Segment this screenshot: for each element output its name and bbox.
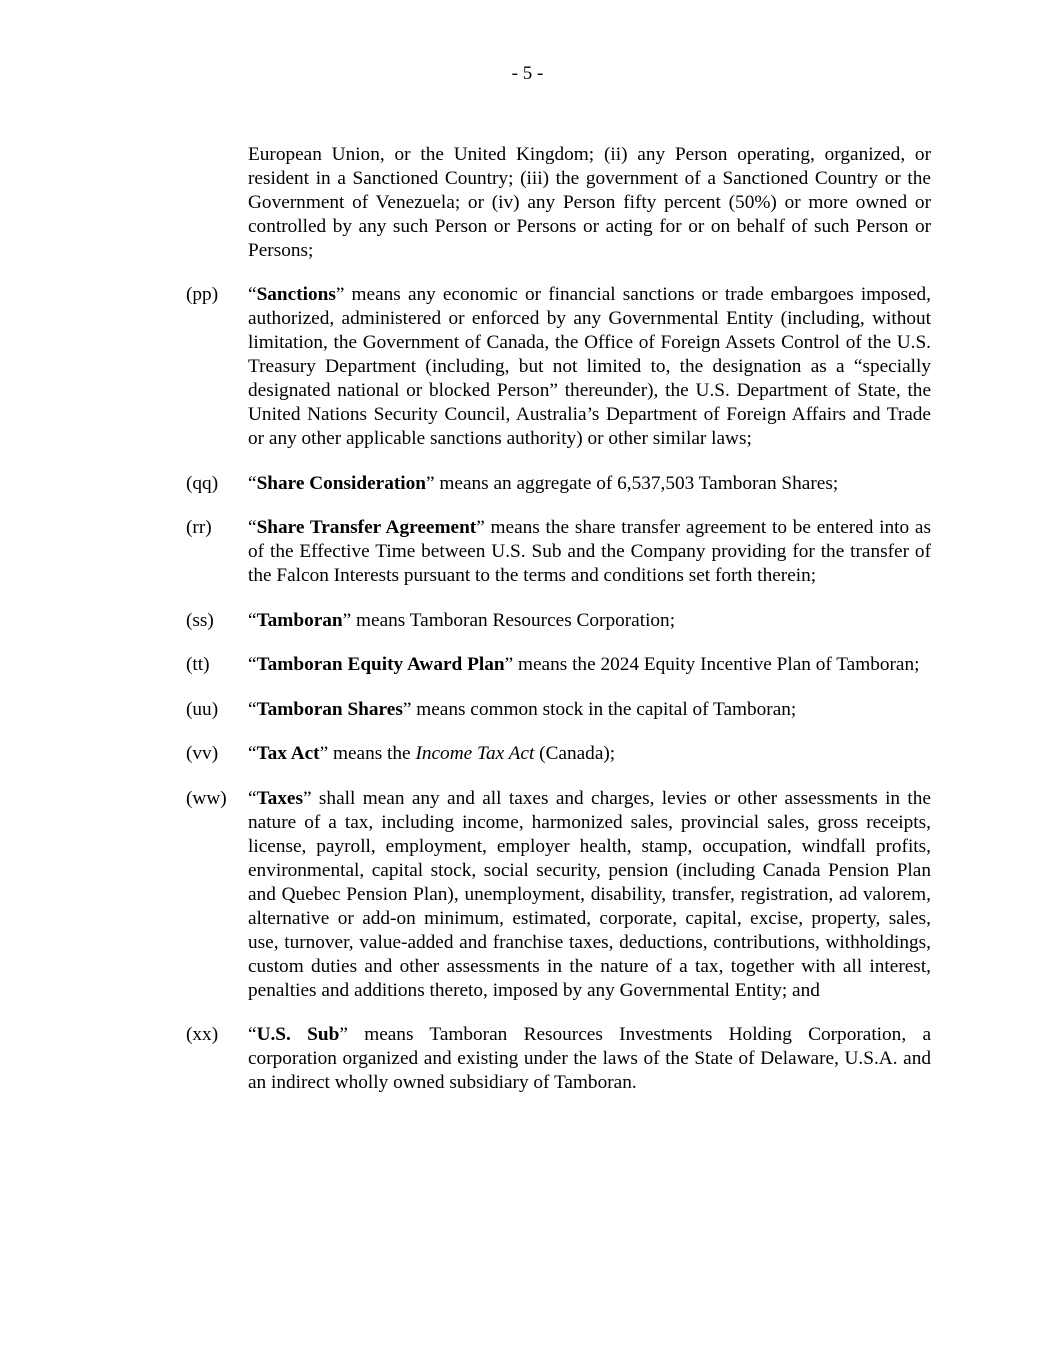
definition-label: (uu): [186, 698, 219, 720]
defined-term: U.S. Sub: [256, 1024, 340, 1046]
definition-qq: [186, 472, 931, 496]
definition-body: “Sanctions” means any economic or financial sanctions or trade embargoes imposed, authorized, administered or enforced by any Governmental Entity (including, without limitation, the Government of Canada, the Office of Foreign Assets Control of the U.S. Treasury Department (including, but not limited to, the designation as a “specially designated national or blocked Person” thereunder), the U.S. Department of State, the United Nations Security Council, Australia’s Department of Foreign Affairs and Trade or any other applicable sanctions authority) or other similar laws;: [248, 284, 931, 450]
definition-label: (qq): [186, 472, 219, 494]
defined-term: Tamboran: [256, 609, 343, 631]
definition-tt: [186, 653, 931, 677]
page-number: - 5 -: [511, 63, 544, 84]
definition-xx: [186, 1023, 931, 1095]
definition-ww: [186, 787, 931, 1003]
defined-term: Sanctions: [256, 284, 336, 306]
definition-pp: [186, 283, 931, 451]
definition-label: (tt): [186, 654, 210, 676]
definition-ss: [186, 609, 931, 633]
definition-body: “Tax Act” means the Income Tax Act (Canada);: [248, 743, 616, 765]
definition-body: “Tamboran Shares” means common stock in the capital of Tamboran;: [248, 698, 797, 720]
definition-uu: [186, 698, 931, 722]
definition-label: (ss): [186, 609, 214, 631]
definition-body: “Share Transfer Agreement” means the share transfer agreement to be entered into as of the Effective Time between U.S. Sub and the Company providing for the transfer of the Falcon Interests pursuant to the terms and conditions set forth therein;: [248, 517, 931, 587]
continuation-paragraph: European Union, or the United Kingdom; (ii) any Person operating, organized, or resident in a Sanctioned Country; (iii) the government of a Sanctioned Country or the Government of Venezuela; or (iv) any Person fifty percent (50%) or more owned or controlled by any such Person or Persons or acting for or on behalf of such Person or Persons;: [248, 144, 931, 262]
statute-title: Income Tax Act: [415, 743, 535, 765]
defined-term: Taxes: [256, 787, 303, 809]
definition-body: “Tamboran Equity Award Plan” means the 2024 Equity Incentive Plan of Tamboran;: [248, 654, 920, 676]
definition-label: (pp): [186, 284, 219, 306]
definition-rr: [186, 516, 931, 588]
defined-term: Tamboran Equity Award Plan: [256, 654, 505, 676]
definition-label: (xx): [186, 1024, 219, 1046]
defined-term: Tamboran Shares: [256, 698, 403, 720]
defined-term: Share Transfer Agreement: [256, 517, 477, 539]
defined-term: Tax Act: [256, 743, 320, 765]
definition-body: “U.S. Sub” means Tamboran Resources Investments Holding Corporation, a corporation organized and existing under the laws of the State of Delaware, U.S.A. and an indirect wholly owned subsidiary of Tamboran.: [248, 1024, 931, 1094]
definition-label: (rr): [186, 517, 212, 539]
definition-vv: [186, 742, 931, 766]
document-body: [186, 124, 931, 1116]
definition-body: “Tamboran” means Tamboran Resources Corporation;: [248, 609, 676, 631]
definition-body: “Share Consideration” means an aggregate of 6,537,503 Tamboran Shares;: [248, 472, 839, 494]
definition-label: (vv): [186, 743, 219, 765]
definition-label: (ww): [186, 787, 227, 809]
defined-term: Share Consideration: [256, 472, 427, 494]
definition-body: “Taxes” shall mean any and all taxes and charges, levies or other assessments in the nature of a tax, including income, harmonized sales, provincial sales, gross receipts, license, payroll, employment, employer health, stamp, occupation, windfall profits, environmental, capital stock, social security, pension (including Canada Pension Plan and Quebec Pension Plan), unemployment, disability, transfer, registration, ad valorem, alternative or add-on minimum, estimated, corporate, capital, excise, property, sales, use, turnover, value-added and franchise taxes, deductions, contributions, withholdings, custom duties and other assessments in the nature of a tax, together with all interest, penalties and additions thereto, imposed by any Governmental Entity; and: [248, 787, 931, 1001]
